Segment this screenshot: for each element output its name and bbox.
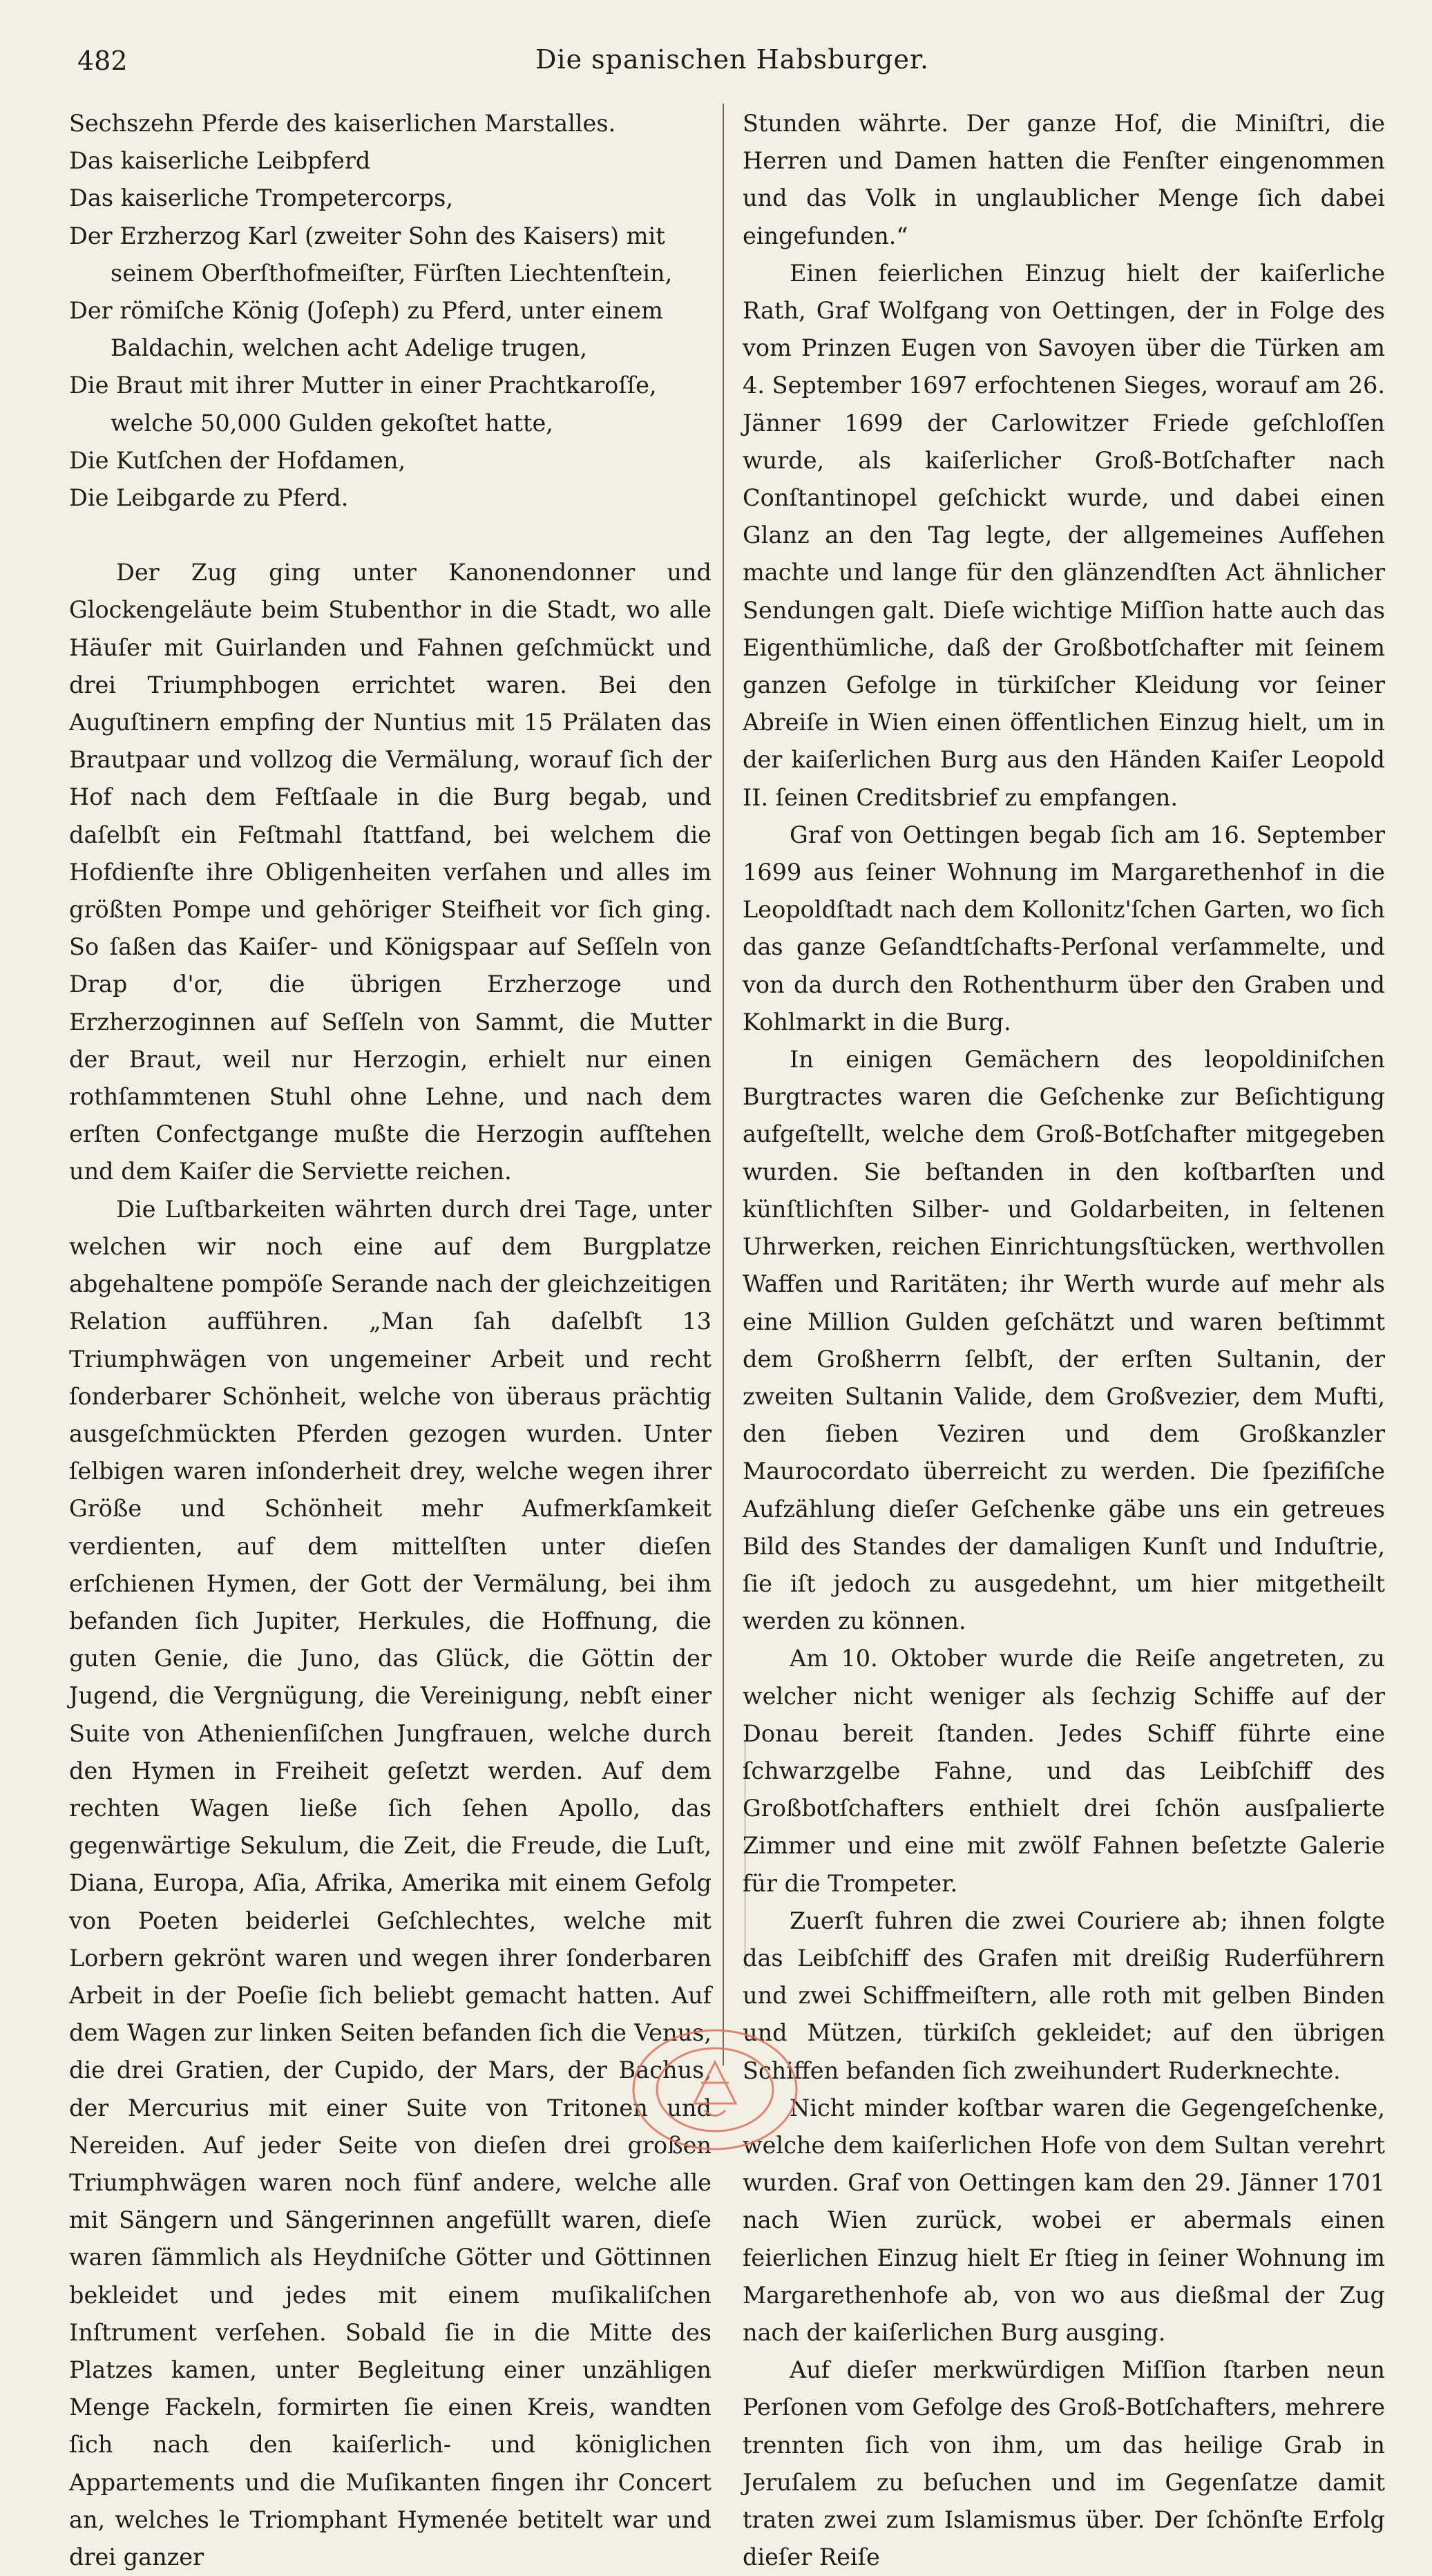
paragraph: Graf von Oettingen begab ſich am 16. September 1699 aus ſeiner Wohnung im Margarethenhof in die Leopoldſtadt nach dem Kollonitz'ſchen Garten, wo ſich das ganze Geſandtſchafts-Perſonal verſammelte, und von da durch den Rothenthurm über den Graben und Kohlmarkt in die Burg. [743,821,1385,1036]
page-header [69,39,1395,80]
paragraph: In einigen Gemächern des leopoldiniſchen Burgtractes waren die Geſchenke zur Beſichtigung aufgeſtellt, welche dem Groß-Botſchafter mitgegeben wurden. Sie beſtanden in den koſtbarſten und künſtlichſten Silber- und Goldarbeiten, in ſeltenen Uhrwerken, reichen Einrichtungsſtücken, werthvollen Waffen und Raritäten; ihr Werth wurde auf mehr als eine Million Gulden geſchätzt und waren beſtimmt dem Großherrn ſelbſt, der erſten Sultanin, der zweiten Sultanin Valide, dem Großvezier, dem Mufti, den ſieben Veziren und dem Großkanzler Maurocordato überreicht zu werden. Die ſpezifiſche Aufzählung dieſer Geſchenke gäbe uns ein getreues Bild des Standes der damaligen Kunſt und Induſtrie, ſie iſt jedoch zu ausgedehnt, um hier mitgetheilt werden zu können. [743,1046,1385,1635]
stamp-emblem [694,2062,736,2116]
paragraph: Nicht minder koſtbar waren die Gegengeſchenke, welche dem kaiſerlichen Hofe von dem Sultan verehrt wurden. Graf von Oettingen kam den 29. Jänner 1701 nach Wien zurück, wobei er abermals einen feierlichen Einzug hielt Er ſtieg in ſeiner Wohnung im Margarethenhofe ab, von wo aus dießmal der Zug nach der kaiſerlichen Burg ausging. [743,2094,1385,2346]
right-column [743,105,1385,2576]
procession-item: Die Braut mit ihrer Mutter in einer Prachtkaroſſe, welche 50,000 Gulden gekoſtet hatte, [69,372,657,437]
procession-item: Die Kutſchen der Hofdamen, [69,446,406,474]
library-stamp-icon [622,2021,808,2155]
procession-item: Das kaiserliche Trompetercorps, [69,184,454,212]
spacer [69,517,712,554]
procession-item: Die Leibgarde zu Pferd. [69,484,349,512]
paragraph: Der Zug ging unter Kanonendonner und Glockengeläute beim Stubenthor in die Stadt, wo alle Häuſer mit Guirlanden und Fahnen geſchmückt und drei Triumphbogen errichtet waren. Bei den Auguſtinern empfing der Nuntius mit 15 Prälaten das Brautpaar und vollzog die Vermälung, worauf ſich der Hof nach dem Feſtſaale in die Burg begab, und daſelbſt ein Feſtmahl ſtattfand, bei welchem die Hofdienſte ihre Obligenheiten verſahen und alles im größten Pompe und gehöriger Steifheit vor ſich ging. So ſaßen das Kaiſer- und Königspaar auf Seſſeln von Drap d'or, die übrigen Erzherzoge und Erzherzoginnen auf Seſſeln von Sammt, die Mutter der Braut, weil nur Herzogin, erhielt nur einen rothſammtenen Stuhl ohne Lehne, und nach dem erſten Confectgange mußte die Herzogin aufſtehen und dem Kaiſer die Serviette reichen. [69,559,712,1185]
paragraph: Am 10. Oktober wurde die Reiſe angetreten, zu welcher nicht weniger als ſechzig Schiffe auf der Donau bereit ſtanden. Jedes Schiff führte eine ſchwarzgelbe Fahne, und das Leibſchiff des Großbotſchafters enthielt drei ſchön ausſpalierte Zimmer und eine mit zwölf Fahnen beſetzte Galerie für die Trompeter. [743,1645,1385,1897]
paragraph: Die Luſtbarkeiten währten durch drei Tage, unter welchen wir noch eine auf dem Burgplatze abgehaltene pompöſe Serande nach der gleichzeitigen Relation aufführen. „Man ſah daſelbſt 13 Triumphwägen von ungemeiner Arbeit und recht ſonderbarer Schönheit, welche von überaus prächtig ausgeſchmückten Pferden gezogen wurden. Unter ſelbigen waren inſonderheit drey, welche wegen ihrer Größe und Schönheit mehr Aufmerkſamkeit verdienten, auf dem mittelſten unter dieſen erſchienen Hymen, der Gott der Vermälung, bei ihm befanden ſich Jupiter, Herkules, die Hoffnung, die guten Genie, die Juno, das Glück, die Göttin der Jugend, die Vergnügung, die Vereinigung, nebſt einer Suite von Athenienſiſchen Jungfrauen, welche durch den Hymen in Freiheit geſetzt werden. Auf dem rechten Wagen ließe ſich ſehen Apollo, das gegenwärtige Sekulum, die Zeit, die Freude, die Luſt, Diana, Europa, Aſia, Afrika, Amerika mit einem Gefolg von Poeten beiderlei Geſchlechtes, welche mit Lorbern gekrönt waren und wegen ihrer ſonderbaren Arbeit in der Poeſie ſich beliebt gemacht hatten. Auf dem Wagen zur linken Seiten befanden ſich die Venus, die drei Gratien, der Cupido, der Mars, der Bachus, der Mercurius mit einer Suite von Tritonen und Nereiden. Auf jeder Seite von dieſen drei großen Triumphwägen waren noch fünf andere, welche alle mit Sängern und Sängerinnen angefüllt waren, dieſe waren ſämmlich als Heydniſche Götter und Göttinnen bekleidet und jedes mit einem muſikaliſchen Inſtrument verſehen. Sobald ſie in die Mitte des Platzes kamen, unter Begleitung einer unzähligen Menge Fackeln, formirten ſie einen Kreis, wandten ſich nach den kaiſerlich- und königlichen Appartements und die Muſikanten fingen ihr Concert an, welches le Triomphant Hymenée betitelt war und drei ganzer [69,1195,712,2570]
paragraph: Zuerſt fuhren die zwei Couriere ab; ihnen folgte das Leibſchiff des Grafen mit dreißig Ruderführern und zwei Schiffmeiſtern, alle roth mit gelben Binden und Mützen, türkiſch gekleidet; auf den übrigen Schiffen befanden ſich zweihundert Ruderknechte. [743,1907,1385,2084]
column-rule [723,104,724,2065]
paragraph: Stunden währte. Der ganze Hof, die Miniſtri, die Herren und Damen hatten die Fenſter eingenommen und das Volk in unglaublicher Menge ſich dabei eingefunden.“ [743,110,1385,249]
paragraph: Auf dieſer merkwürdigen Miſſion ſtarben neun Perſonen vom Gefolge des Groß-Botſchafters, mehrere trennten ſich von ihm, um das heilige Grab in Jeruſalem zu beſuchen und im Gegenſatze damit traten zwei zum Islamismus über. Der ſchönſte Erfolg dieſer Reiſe [743,2356,1385,2571]
procession-item: Das kaiserliche Leibpferd [69,147,371,175]
procession-item: Der Erzherzog Karl (zweiter Sohn des Kaisers) mit seinem Oberſthofmeiſter, Fürſten Liechtenſtein, [69,222,673,287]
left-column [69,105,712,2576]
procession-item: Der römiſche König (Joſeph) zu Pferd, unter einem Baldachin, welchen acht Adelige trugen, [69,297,663,362]
paragraph: Einen feierlichen Einzug hielt der kaiſerliche Rath, Graf Wolfgang von Oettingen, der in Folge des vom Prinzen Eugen von Savoyen über die Türken am 4. September 1697 erfochtenen Sieges, worauf am 26. Jänner 1699 der Carlowitzer Friede geſchloſſen wurde, als kaiſerlicher Groß-Botſchafter nach Conſtantinopel geſchickt wurde, und dabei einen Glanz an den Tag legte, der allgemeines Aufſehen machte und lange für den glänzendſten Act ähnlicher Sendungen galt. Dieſe wichtige Miſſion hatte auch das Eigenthümliche, daß der Großbotſchafter mit ſeinem ganzen Gefolge in türkiſcher Kleidung vor ſeiner Abreiſe in Wien einen öffentlichen Einzug hielt, um in der kaiſerlichen Burg aus den Händen Kaiſer Leopold II. ſeinen Creditsbrief zu empfangen. [743,259,1385,811]
procession-item: Sechszehn Pferde des kaiserlichen Marstalles. [69,110,616,137]
running-title: Die spanischen Habsburger. [535,44,930,75]
page-number: 482 [77,46,128,76]
